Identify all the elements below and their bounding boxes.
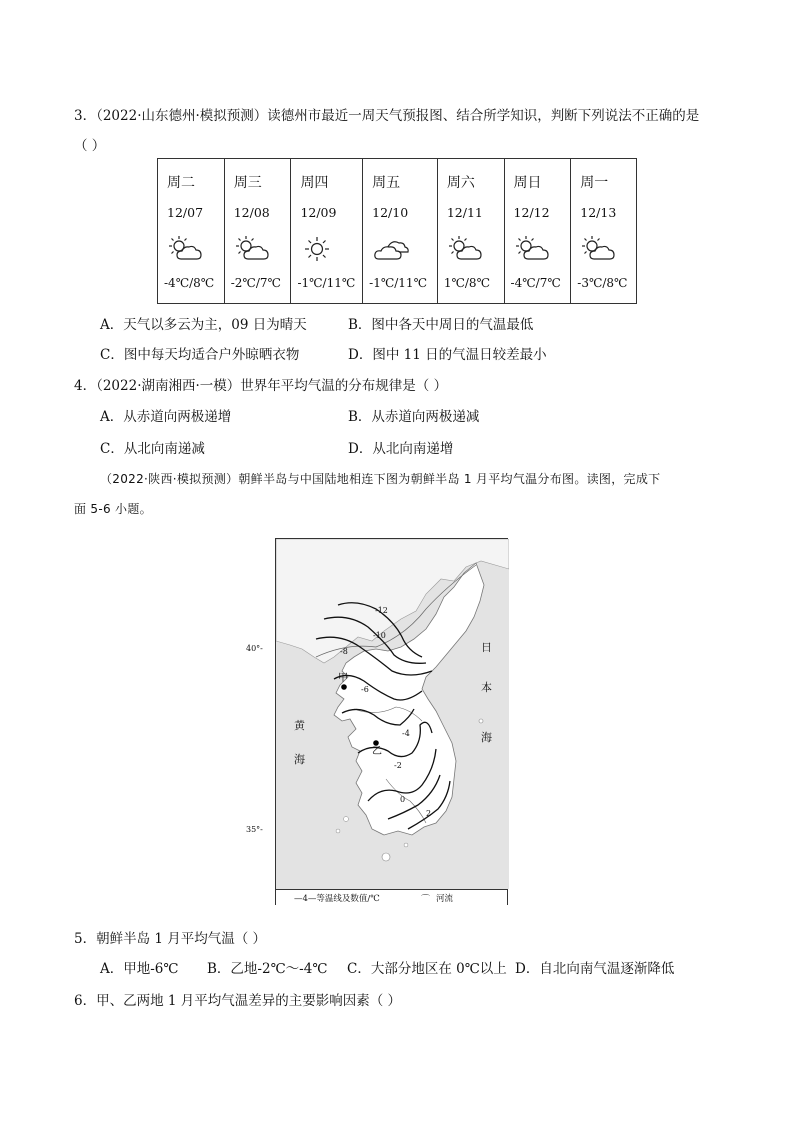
sea-of-japan-label-3: 海 [481, 731, 492, 744]
yellow-sea-label-1: 黄 [294, 719, 305, 732]
partly-cloudy-icon [444, 234, 486, 264]
place-label-jia: 甲 [338, 673, 348, 684]
q3-answer-paren: （ ） [74, 138, 106, 154]
partly-cloudy-icon [511, 234, 553, 264]
partly-cloudy-icon [164, 234, 206, 264]
q3-option-d: D．图中 11 日的气温日较差最小 [348, 347, 547, 363]
weather-day-label: 周一 [580, 175, 609, 191]
korea-january-isotherm-map [275, 538, 508, 905]
q3-option-a: A．天气以多云为主，09 日为晴天 [100, 317, 307, 333]
weather-day-label: 周三 [233, 175, 262, 191]
legend-isotherm: —4—等温线及数值/℃ [294, 894, 380, 904]
weather-date-label: 12/08 [233, 205, 270, 220]
q4-option-a: A．从赤道向两极递增 [100, 409, 232, 425]
q3-stem: 3．（2022·山东德州·模拟预测）读德州市最近一周天气预报图、结合所学知识，判断下列说法不正确的是 [74, 108, 700, 124]
weather-temp-range: -1℃/11℃ [369, 276, 427, 290]
isotherm-label-minus8: -8 [340, 647, 348, 656]
weather-date-label: 12/12 [513, 205, 550, 220]
sea-of-japan-label-2: 本 [481, 681, 492, 694]
q4-option-b: B．从赤道向两极递减 [348, 409, 480, 425]
sea-of-japan-label-1: 日 [481, 641, 492, 654]
weather-date-label: 12/09 [300, 205, 337, 220]
q3-option-c: C．图中每天均适合户外晾晒衣物 [100, 347, 300, 363]
weather-forecast-table [157, 158, 637, 304]
weather-date-label: 12/13 [580, 205, 617, 220]
jeju-island [382, 853, 390, 861]
weather-day-column [571, 159, 636, 303]
sunny-icon [297, 234, 339, 264]
material-intro-line2: 面 5-6 小题。 [74, 502, 152, 516]
legend-river-icon: ⌒ [421, 895, 431, 905]
weather-day-column [225, 159, 292, 303]
weather-day-label: 周六 [446, 175, 475, 191]
partly-cloudy-icon [231, 234, 273, 264]
island [404, 843, 408, 847]
yellow-sea-label-2: 海 [294, 753, 305, 766]
weather-day-column [505, 159, 572, 303]
weather-day-label: 周五 [372, 175, 401, 191]
weather-temp-range: -2℃/7℃ [230, 276, 281, 290]
weather-date-label: 12/10 [372, 205, 409, 220]
latitude-40-label: 40°- [246, 644, 263, 653]
q5-option-b: B．乙地-2℃～-4℃ [207, 961, 328, 977]
weather-day-label: 周日 [513, 175, 542, 191]
isotherm-label-0: 0 [400, 795, 406, 804]
weather-date-label: 12/07 [167, 205, 204, 220]
isotherm-label-minus10: -10 [373, 631, 386, 640]
q4-stem: 4．（2022·湖南湘西·一模）世界年平均气温的分布规律是（ ） [74, 378, 448, 394]
q6-stem: 6．甲、乙两地 1 月平均气温差异的主要影响因素（ ） [74, 993, 402, 1009]
weather-temp-range: 1℃/8℃ [443, 276, 490, 290]
q4-option-d: D．从北向南递增 [348, 441, 454, 457]
q5-option-d: D．自北向南气温逐渐降低 [515, 961, 675, 977]
q3-option-b: B．图中各天中周日的气温最低 [348, 317, 534, 333]
isotherm-label-minus12: -12 [375, 606, 388, 615]
weather-temp-range: -4℃/8℃ [164, 276, 215, 290]
isotherm-label-2: 2 [426, 809, 432, 818]
weather-day-label: 周四 [300, 175, 329, 191]
place-label-yi: 乙 [372, 746, 382, 757]
isotherm-label-minus6: -6 [361, 685, 369, 694]
q5-option-a: A．甲地-6℃ [100, 961, 179, 977]
map-figure [276, 539, 509, 906]
q5-stem: 5．朝鲜半岛 1 月平均气温（ ） [74, 931, 267, 947]
weather-date-label: 12/11 [446, 205, 483, 220]
weather-day-column [158, 159, 225, 303]
weather-temp-range: -1℃/11℃ [297, 276, 356, 290]
weather-day-column [363, 159, 438, 303]
legend-river: 河流 [436, 894, 454, 904]
q4-option-c: C．从北向南递减 [100, 441, 205, 457]
isotherm-label-minus4: -4 [402, 729, 410, 738]
isotherm-label-minus2: -2 [394, 761, 402, 770]
weather-day-label: 周二 [167, 175, 195, 191]
weather-day-column [291, 159, 363, 303]
point-jia-marker [341, 684, 347, 690]
material-intro-line1: （2022·陕西·模拟预测）朝鲜半岛与中国陆地相连下图为朝鲜半岛 1 月平均气温分布图。读图，完成下 [100, 472, 661, 486]
q5-option-c: C．大部分地区在 0℃以上 [347, 961, 507, 977]
weather-day-column [438, 159, 505, 303]
weather-temp-range: -3℃/8℃ [577, 276, 628, 290]
latitude-35-label: 35°- [246, 825, 263, 834]
map-legend [276, 889, 507, 905]
cloudy-icon [369, 234, 411, 264]
island [336, 829, 340, 833]
ulleung-island [479, 719, 483, 723]
weather-temp-range: -4℃/7℃ [510, 276, 561, 290]
partly-cloudy-icon [577, 234, 619, 264]
island [344, 817, 349, 822]
